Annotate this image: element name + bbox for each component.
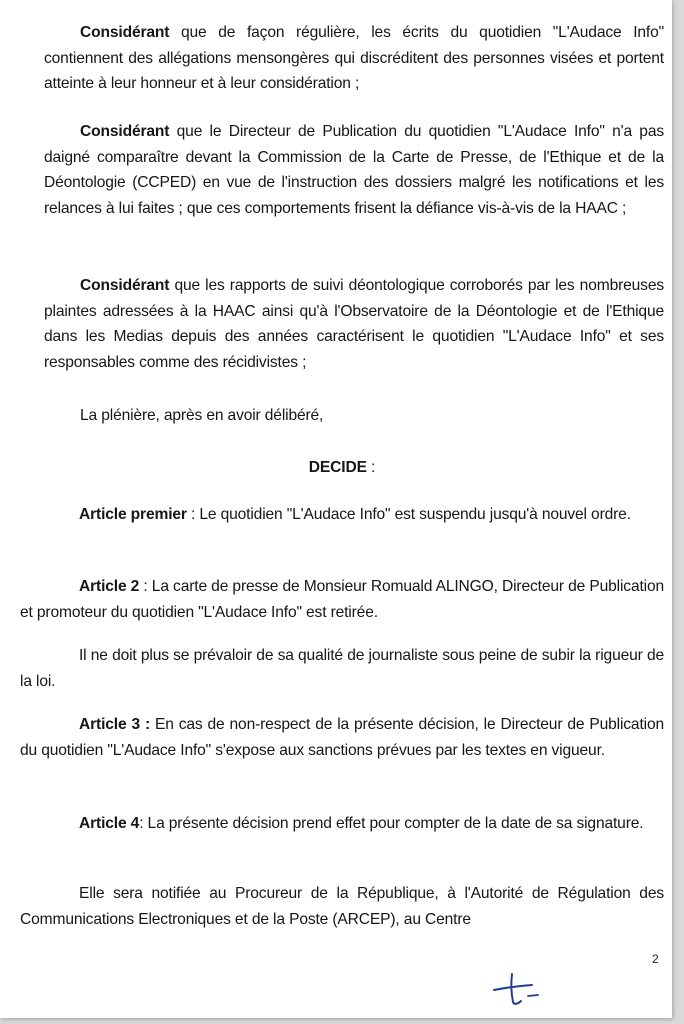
article-premier bbox=[20, 502, 664, 528]
bold-lead: Considérant bbox=[80, 123, 170, 140]
initials-signature bbox=[488, 968, 544, 1008]
paragraph-notification bbox=[20, 881, 664, 932]
article-2 bbox=[20, 574, 664, 625]
paragraph-considerant-2 bbox=[44, 119, 664, 221]
paragraph-text: Elle sera notifiée au Procureur de la République, à l'Autorité de Régulation des Communications Electroniques et de la Poste (ARCEP), au Centre bbox=[20, 885, 664, 928]
paragraph-text: : Le quotidien "L'Audace Info" est suspendu jusqu'à nouvel ordre. bbox=[186, 506, 631, 523]
bold-lead: Article 4 bbox=[79, 815, 140, 832]
paragraph-deliberation bbox=[44, 403, 664, 429]
article-4 bbox=[20, 811, 664, 837]
bold-lead: Considérant bbox=[80, 24, 170, 41]
bold-lead: Article premier bbox=[79, 506, 187, 523]
paragraph-text: : La carte de presse de Monsieur Romuald ALINGO, Directeur de Publication et promoteur du quotidien "L'Audace Info" est retirée. bbox=[20, 578, 665, 621]
paragraph-text: que les rapports de suivi déontologique corroborés par les nombreuses plaintes adressées à la HAAC ainsi qu'à l'Observatoire de la Déontologie et de l'Ethique dans les Medias depuis des années caractérisent le quotidien "L'Audace Info" et ses responsables comme des récidivistes ; bbox=[44, 277, 664, 371]
paragraph-text: : bbox=[366, 459, 376, 476]
paragraph-text: que le Directeur de Publication du quotidien "L'Audace Info" n'a pas daigné comparaître devant la Commission de la Carte de Presse, de l'Ethique et de la Déontologie (CCPED) en vue de l'instruction des dossiers malgré les notifications et les relances à lui faites ; que ces comportements frisent la défiance vis-à-vis de la HAAC ; bbox=[44, 123, 664, 217]
page-number: 2 bbox=[652, 952, 659, 966]
bold-lead: Considérant bbox=[80, 277, 170, 294]
article-2-continued bbox=[20, 643, 664, 694]
article-3 bbox=[20, 712, 664, 763]
paragraph-text: La plénière, après en avoir délibéré, bbox=[80, 407, 324, 424]
bold-lead: Article 2 bbox=[79, 578, 140, 595]
paragraph-considerant-1 bbox=[44, 20, 664, 97]
paragraph-considerant-3 bbox=[44, 273, 664, 375]
decide-heading bbox=[20, 455, 664, 481]
paragraph-text: que de façon régulière, les écrits du quotidien "L'Audace Info" contiennent des allégations mensongères qui discréditent des personnes visées et portent atteinte à leur honneur et à leur considération ; bbox=[44, 24, 664, 93]
bold-lead: DECIDE bbox=[308, 459, 367, 476]
paragraph-text: Il ne doit plus se prévaloir de sa qualité de journaliste sous peine de subir la rigueur de la loi. bbox=[20, 647, 664, 690]
paragraph-text: : La présente décision prend effet pour compter de la date de sa signature. bbox=[139, 815, 644, 832]
paragraph-text: En cas de non-respect de la présente décision, le Directeur de Publication du quotidien "L'Audace Info" s'expose aux sanctions prévues par les textes en vigueur. bbox=[20, 716, 664, 759]
bold-lead: Article 3 : bbox=[79, 716, 150, 733]
